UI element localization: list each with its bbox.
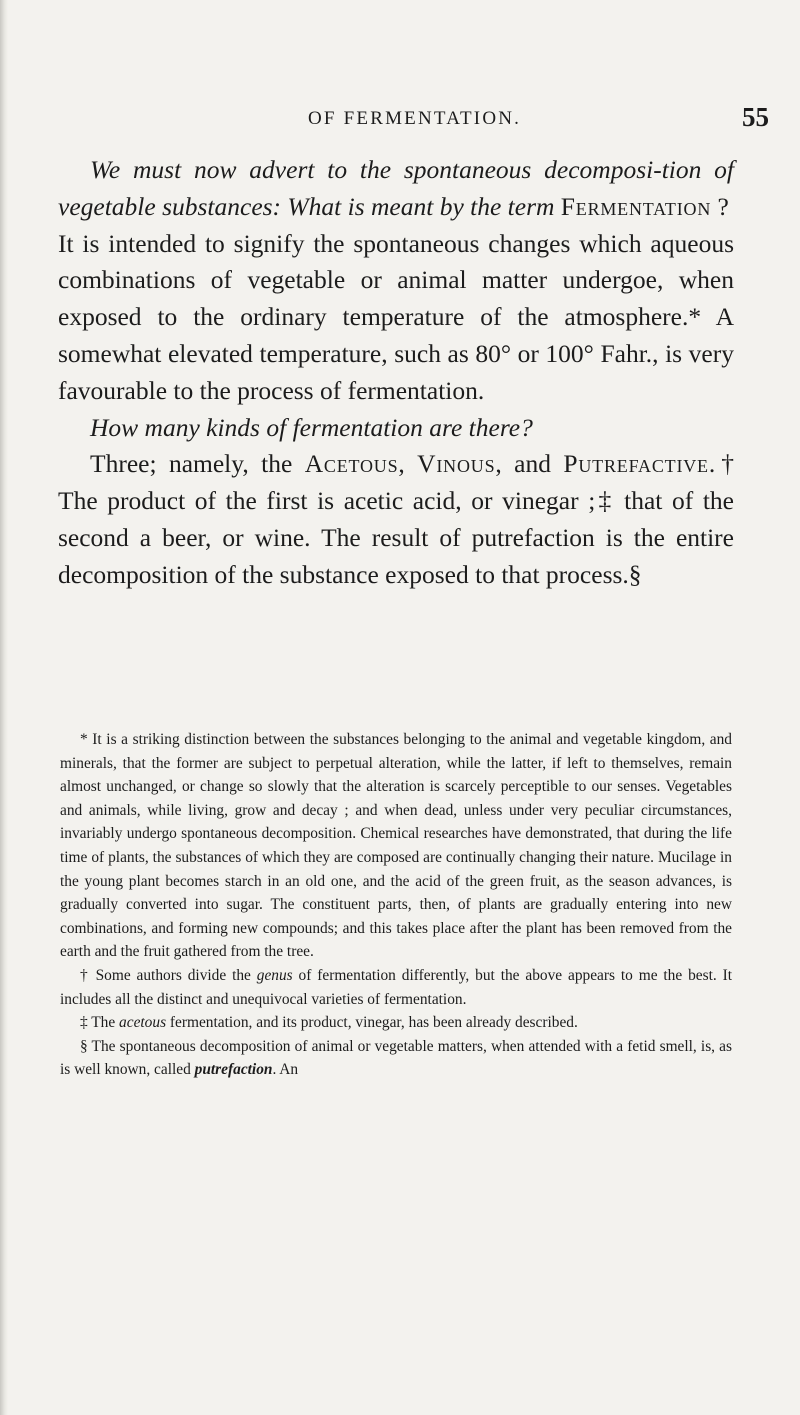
footnotes — [60, 728, 732, 1082]
question-1-term: Fermentation — [560, 191, 712, 221]
page-number: 55 — [742, 102, 769, 132]
question-1-text: We must now advert to the spontaneous decomposi-tion of vegetable substances: What is meant by the term — [58, 155, 734, 221]
question-1 — [58, 152, 734, 226]
footnote-3-a: ‡ The — [80, 1014, 120, 1032]
answer-2-putrefactive: Putrefactive — [563, 449, 709, 479]
answer-2-acetous: Acetous — [304, 449, 399, 479]
footnote-1: * It is a striking distinction between the substances belonging to the animal and vegetable kingdom, and minerals, that the former are subject to perpetual alteration, while the latter, if left to themselves, remain almost unchanged, or change so slowly that the alteration is scarcely perceptible to our senses. Vegetables and animals, while living, grow and decay ; and when dead, unless under very peculiar circumstances, invariably undergo spontaneous decomposition. Chemical researches have demonstrated, that during the life time of plants, the substances of which they are composed are continually changing their nature. Mucilage in the young plant becomes starch in an old one, and the acid of the green fruit, as the season advances, is gradually converted into sugar. The constituent parts, then, of plants are gradually entering into new combinations, and forming new compounds; and this takes place after the plant has been removed from the earth and the fruit gathered from the tree. — [60, 731, 732, 961]
answer-2-rest: .† The product of the first is acetic acid, or vinegar ;‡ that of the second a beer, or wine. The result of putrefaction is the entire decomposition of the substance exposed to that process.§ — [58, 449, 735, 589]
answer-2-sep-1: , — [398, 449, 418, 479]
answer-2-vinous: Vinous — [417, 449, 496, 479]
answer-1: It is intended to signify the spontaneous changes which aqueous combinations of vegetable or animal matter undergoe, when exposed to the ordinary temperature of the atmosphere.* A somewhat elevated temperature, such as 80° or 100° Fahr., is very favourable to the process of fermentation. — [58, 228, 734, 405]
main-text — [58, 152, 734, 594]
answer-2-sep-2: , and — [495, 449, 564, 479]
footnote-3-c: fermentation, and its product, vinegar, has been already described. — [166, 1014, 578, 1032]
footnote-3 — [60, 1011, 732, 1035]
footnote-4-c: . An — [272, 1061, 299, 1079]
footnote-2-genus: genus — [256, 966, 293, 984]
footnote-2-c: of fermentation differently, but the above appears to me the best. It includes all the distinct and unequivocal varieties of fermentation. — [60, 966, 732, 1008]
footnote-4 — [60, 1035, 732, 1082]
footnote-2-a: † Some authors divide the — [80, 966, 257, 984]
running-head: OF FERMENTATION. — [308, 108, 522, 129]
footnote-2 — [60, 964, 732, 1011]
answer-2 — [58, 446, 734, 593]
question-1-mark: ? — [711, 191, 729, 221]
answer-2-intro: Three; namely, the — [90, 449, 305, 479]
question-2: How many kinds of fermentation are there? — [90, 412, 533, 442]
footnote-4-a: § The spontaneous decomposition of animal or vegetable matters, when attended with a fetid smell, is, as is well known, called — [60, 1037, 732, 1079]
footnote-3-acetous: acetous — [119, 1014, 167, 1032]
page-header — [0, 102, 800, 142]
footnote-4-putrefaction: putrefaction — [194, 1061, 273, 1079]
page-edge — [0, 0, 8, 1415]
